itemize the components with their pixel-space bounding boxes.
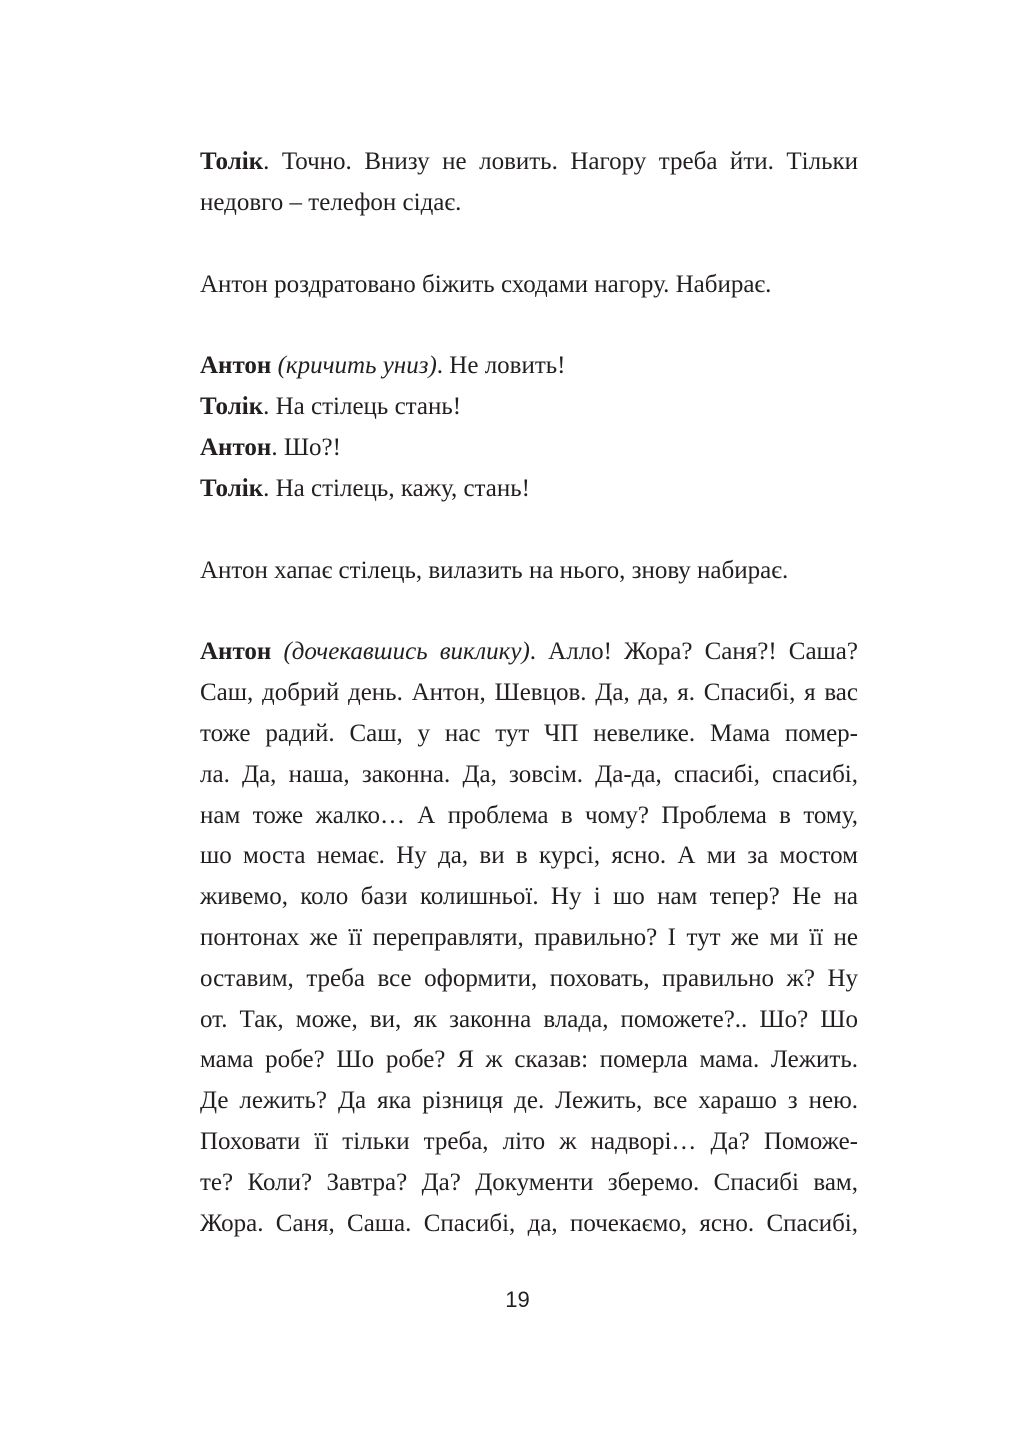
text-line: нам тоже жалко… А проблема в чому? Проблема в тому, [200, 801, 858, 829]
text-line: оставим, треба все оформити, поховать, правильно ж? Ну [200, 964, 858, 992]
text-line [200, 632, 858, 673]
paragraph-gap [200, 224, 858, 265]
paragraph-gap [200, 510, 858, 551]
replica-text: . Алло! Жора? Саня?! Саша? [529, 638, 858, 666]
text-line: тоже радий. Саш, у нас тут ЧП невелике. Мама помер- [200, 719, 858, 747]
paragraph-gap [200, 305, 858, 346]
replica-text: . Не ловить! [436, 352, 566, 380]
dialog-line [200, 346, 858, 387]
monologue-anton [200, 632, 858, 1244]
replica-text: . На стілець, кажу, стань! [263, 474, 530, 502]
dialog-block [200, 346, 858, 509]
text-line: понтонах же її переправляти, правильно? І тут же ми її не [200, 923, 858, 951]
text-line: Поховати її тільки треба, літо ж надворі… Да? Поможе- [200, 1127, 858, 1155]
paragraph-gap [200, 591, 858, 632]
text-line: ла. Да, наша, законна. Да, зовсім. Да-да, спасибі, спасибі, [200, 760, 858, 788]
text-line: шо моста немає. Ну да, ви в курсі, ясно. А ми за мостом [200, 842, 858, 870]
text-line [200, 142, 858, 183]
text-line: мама робе? Шо робе? Я ж сказав: померла мама. Лежить. [200, 1046, 858, 1074]
text-line: Саш, добрий день. Антон, Шевцов. Да, да, я. Спасибі, я вас [200, 679, 858, 707]
dialog-line [200, 469, 858, 510]
replica-text: . На стілець стань! [263, 393, 462, 421]
page-body [200, 142, 858, 1244]
dialog-line-tolik-1 [200, 142, 858, 224]
text-line: Де лежить? Да яка різниця де. Лежить, все харашо з нею. [200, 1087, 858, 1115]
speaker-name: Антон [200, 433, 272, 461]
stage-direction-text: Антон хапає стілець, вилазить на нього, знову набирає. [200, 556, 789, 584]
replica-text: . Точно. Внизу не ловить. Нагору треба йти. Тільки [263, 148, 858, 175]
dialog-line [200, 387, 858, 428]
text-line: недовго – телефон сідає. [200, 188, 462, 216]
stage-direction-text: Антон роздратовано біжить сходами нагору. Набирає. [200, 270, 772, 298]
text-line: от. Так, може, ви, як законна влада, поможете?.. Шо? Шо [200, 1005, 858, 1033]
replica-text: . Шо?! [271, 433, 341, 461]
stage-direction [200, 551, 858, 592]
speaker-name: Толік [200, 148, 264, 175]
speaker-name: Антон [200, 638, 272, 666]
dialog-line [200, 428, 858, 469]
text-line: Жора. Саня, Саша. Спасибі, да, почекаємо, ясно. Спасибі, [200, 1209, 858, 1237]
speaker-name: Толік [200, 393, 264, 421]
text-line: живемо, коло бази колишньої. Ну і шо нам тепер? Не на [200, 883, 858, 911]
stage-direction [200, 265, 858, 306]
speaker-name: Толік [200, 474, 264, 502]
speaker-name: Антон [200, 352, 272, 380]
stage-remark: (кричить униз) [271, 352, 437, 380]
page-number: 19 [505, 1287, 530, 1312]
text-line: те? Коли? Завтра? Да? Документи зберемо. Спасибі вам, [200, 1168, 858, 1196]
stage-remark: (дочекавшись виклику) [271, 638, 530, 666]
